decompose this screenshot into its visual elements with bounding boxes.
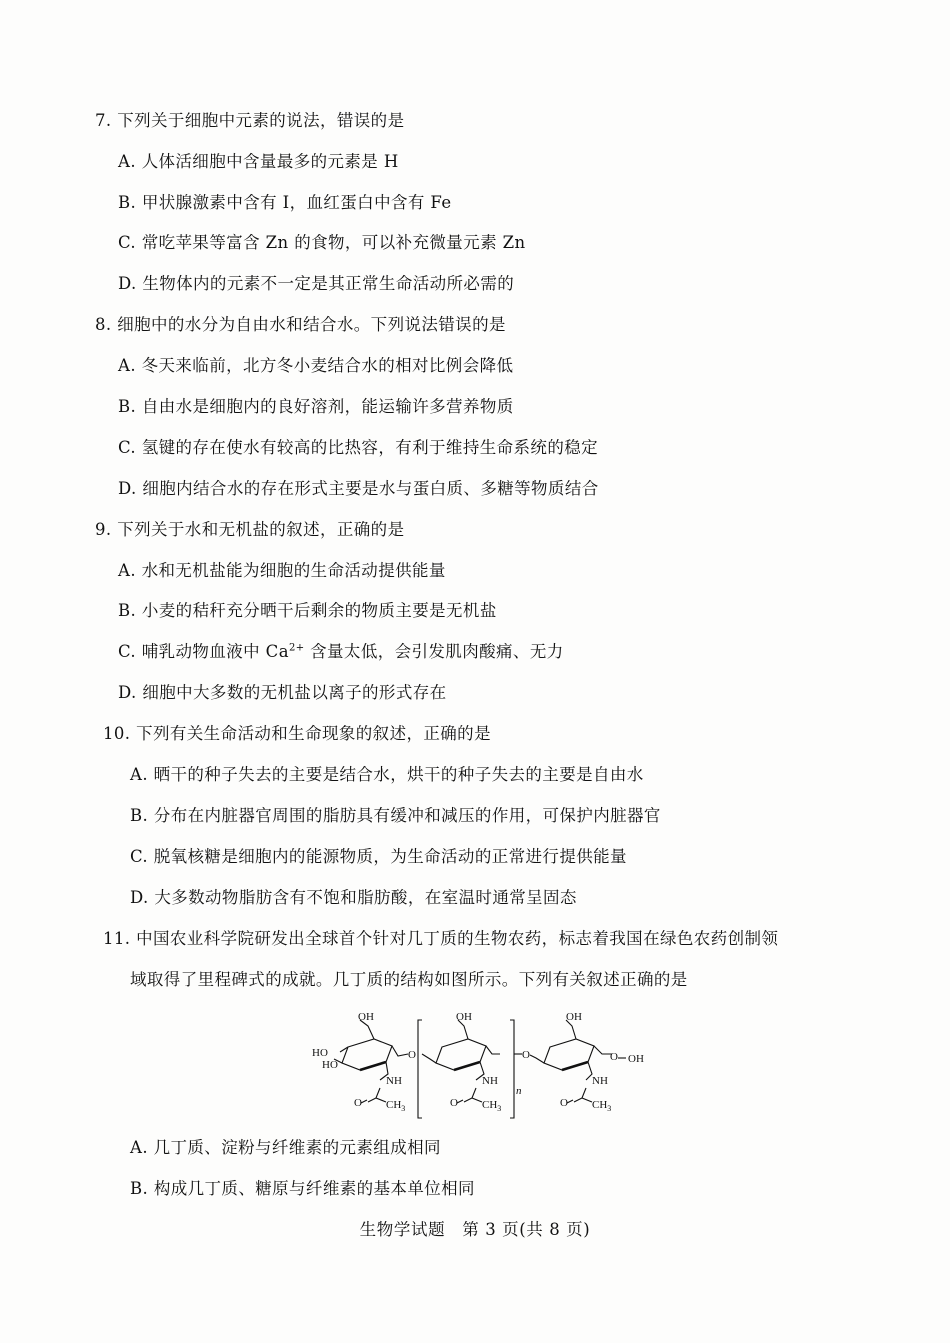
question-10-option-c: C. 脱氧核糖是细胞内的能源物质，为生命活动的正常进行提供能量 xyxy=(130,847,627,866)
ring-3-methyl-text: CH xyxy=(592,1099,608,1111)
ring-2-nh-label: NH xyxy=(482,1075,498,1087)
ring-2-oh-label: OH xyxy=(456,1011,472,1023)
chitin-ring-3 xyxy=(544,1039,594,1070)
question-7-option-d: D. 生物体内的元素不一定是其正常生命活动所必需的 xyxy=(118,274,515,293)
question-10-stem: 10. 下列有关生命活动和生命现象的叙述，正确的是 xyxy=(103,724,491,743)
question-8-option-c: C. 氢键的存在使水有较高的比热容，有利于维持生命系统的稳定 xyxy=(118,438,599,457)
chitin-structure-diagram xyxy=(300,1008,670,1120)
repeat-unit-n-label: n xyxy=(516,1085,522,1097)
ring-1-methyl-label xyxy=(386,1099,405,1113)
question-7-option-c: C. 常吃苹果等富含 Zn 的食物，可以补充微量元素 Zn xyxy=(118,233,526,252)
question-8-option-a: A. 冬天来临前，北方冬小麦结合水的相对比例会降低 xyxy=(118,356,514,375)
ring-1-methyl-subscript: 3 xyxy=(401,1104,406,1113)
ring-3-carbonyl-o-label: O xyxy=(560,1097,568,1109)
ring-2-methyl-subscript: 3 xyxy=(497,1104,502,1113)
question-10-option-b: B. 分布在内脏器官周围的脂肪具有缓冲和减压的作用，可保护内脏器官 xyxy=(130,806,661,825)
ring-1-carbonyl-o-label: O xyxy=(354,1097,362,1109)
ring-1-methyl-text: CH xyxy=(386,1099,402,1111)
question-10-option-a: A. 晒干的种子失去的主要是结合水，烘干的种子失去的主要是自由水 xyxy=(130,765,644,784)
calcium-ion-charge: 2+ xyxy=(288,642,305,654)
question-10-option-d: D. 大多数动物脂肪含有不饱和脂肪酸，在室温时通常呈固态 xyxy=(130,888,577,907)
ring-3-oh-label: OH xyxy=(566,1011,582,1023)
glycosidic-o-2-label: O xyxy=(522,1049,530,1061)
question-9-option-d: D. 细胞中大多数的无机盐以离子的形式存在 xyxy=(118,683,447,702)
ring-1-ho-upper-label: HO xyxy=(312,1047,328,1059)
question-9-stem: 9. 下列关于水和无机盐的叙述，正确的是 xyxy=(95,520,405,539)
question-11-stem-line-1: 11. 中国农业科学院研发出全球首个针对几丁质的生物农药，标志着我国在绿色农药创制领 xyxy=(103,929,779,948)
ring-1-oh-label: OH xyxy=(358,1011,374,1023)
question-11-option-a: A. 几丁质、淀粉与纤维素的元素组成相同 xyxy=(130,1138,441,1157)
ring-3-methyl-subscript: 3 xyxy=(607,1104,612,1113)
glycosidic-o-1-label: O xyxy=(408,1049,416,1061)
question-11-option-b: B. 构成几丁质、糖原与纤维素的基本单位相同 xyxy=(130,1179,475,1198)
question-11-stem-line-2: 域取得了里程碑式的成就。几丁质的结构如图所示。下列有关叙述正确的是 xyxy=(130,970,688,989)
ring-3-methyl-label xyxy=(592,1099,611,1113)
chitin-ring-2 xyxy=(436,1039,486,1070)
ring-2-carbonyl-o-label: O xyxy=(450,1097,458,1109)
ring-2-methyl-label xyxy=(482,1099,501,1113)
question-8-option-b: B. 自由水是细胞内的良好溶剂，能运输许多营养物质 xyxy=(118,397,514,416)
ring-1-nh-label: NH xyxy=(386,1075,402,1087)
question-7-stem: 7. 下列关于细胞中元素的说法，错误的是 xyxy=(95,111,405,130)
page-footer: 生物学试题 第 3 页(共 8 页) xyxy=(359,1220,591,1239)
ring-3-terminal-oh-label: OH xyxy=(628,1053,644,1065)
question-9-option-c-text: C. 哺乳动物血液中 Ca xyxy=(118,642,289,661)
question-9-option-c xyxy=(118,641,564,663)
question-9-option-c-rest: 含量太低，会引发肌肉酸痛、无力 xyxy=(304,642,564,661)
question-7-option-a: A. 人体活细胞中含量最多的元素是 H xyxy=(118,152,399,171)
ring-3-o-label: O xyxy=(610,1051,618,1063)
chitin-structure-figure xyxy=(300,1008,670,1120)
ring-2-methyl-text: CH xyxy=(482,1099,498,1111)
question-8-option-d: D. 细胞内结合水的存在形式主要是水与蛋白质、多糖等物质结合 xyxy=(118,479,599,498)
question-9-option-a: A. 水和无机盐能为细胞的生命活动提供能量 xyxy=(118,561,446,580)
question-8-stem: 8. 细胞中的水分为自由水和结合水。下列说法错误的是 xyxy=(95,315,506,334)
chitin-ring-1 xyxy=(342,1039,392,1070)
question-9-option-b: B. 小麦的秸秆充分晒干后剩余的物质主要是无机盐 xyxy=(118,601,497,620)
ring-3-nh-label: NH xyxy=(592,1075,608,1087)
ring-1-ho-lower-label: HO xyxy=(322,1059,338,1071)
question-7-option-b: B. 甲状腺激素中含有 I，血红蛋白中含有 Fe xyxy=(118,193,452,212)
